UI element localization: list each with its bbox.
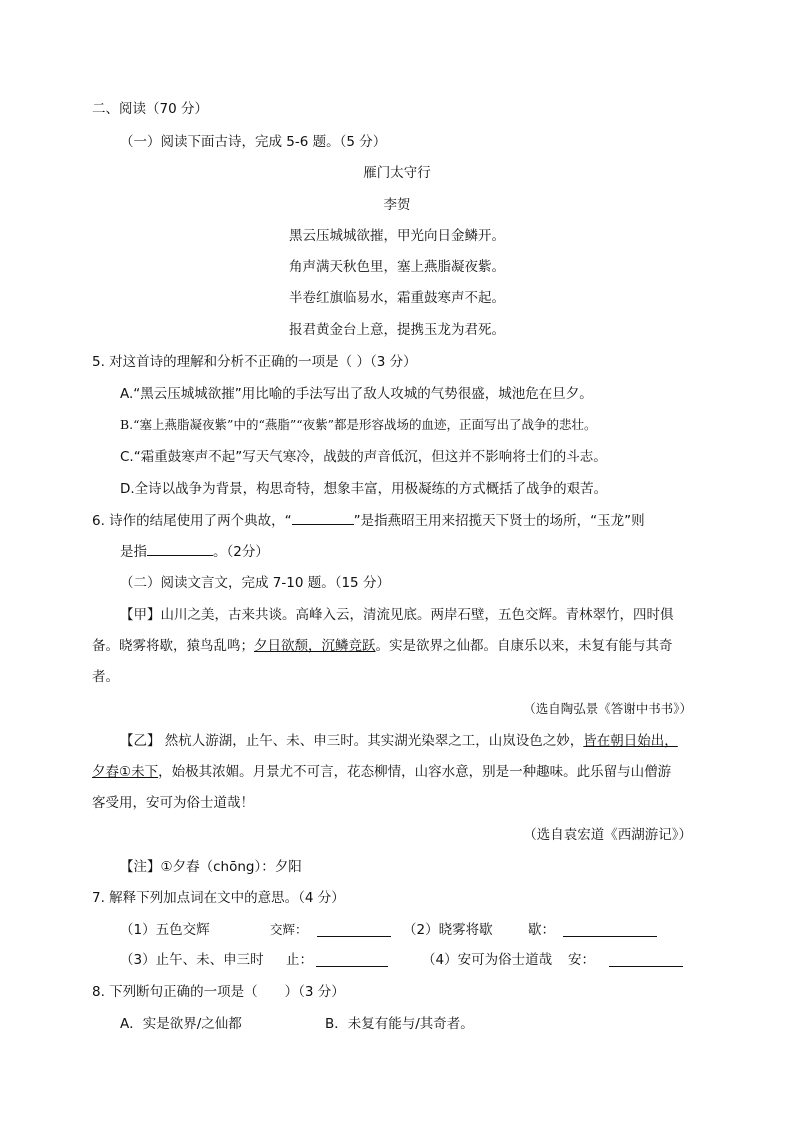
answer-blank[interactable] [292,510,354,525]
answer-blank[interactable] [317,922,391,937]
question-6-text: ”是指燕昭王用来招揽天下贤士的场所，“玉龙”则 [353,513,645,529]
poem-line-4: 报君黄金台上意，提携玉龙为君死。 [289,322,505,338]
part2-instruction: （二）阅读文言文，完成 7-10 题。（15 分） [120,575,390,591]
passage-jia-line-2 [92,636,673,656]
passage-text: 备。晓雾将歇，猿鸟乱鸣； [92,638,254,654]
question-8-option-a: A．实是欲界/之仙都 [120,1016,242,1032]
passage-jia-line-3: 者。 [92,669,119,685]
answer-blank[interactable] [316,952,388,967]
answer-blank[interactable] [563,922,657,937]
question-7-row-2 [120,950,595,970]
question-5-stem: 5. 对这首诗的理解和分析不正确的一项是（ ）（3 分） [92,354,417,370]
question-6-text: 6. 诗作的结尾使用了两个典故，“ [92,513,292,529]
question-5-option-b: B.“塞上燕脂凝夜紫”中的“燕脂”“夜紫”都是形容战场的血迹，正面写出了战争的悲壮。 [120,417,597,432]
annotation-note: 【注】①夕舂（chōng）：夕阳 [120,859,302,875]
passage-jia-source: （选自陶弘景《答谢中书书》） [523,701,692,716]
item-3-label: 止： [286,952,313,968]
question-7-stem: 7. 解释下列加点词在文中的意思。（4 分） [92,890,345,906]
item-1-label: 交辉： [270,922,308,937]
question-8-stem: 8. 下列断句正确的一项是（ ）（3 分） [92,984,345,1000]
passage-text: ，始极其浓媚。月景尤不可言，花态柳情，山容水意，别是一种趣味。此乐留与山僧游 [158,764,672,780]
item-1-text: （1）五色交辉 [120,922,210,938]
question-6-line-1 [92,510,645,531]
question-6-line-2 [120,541,269,562]
underlined-sentence: 夕日欲颓，沉鳞竞跃 [254,638,376,654]
question-5-option-d: D.全诗以战争为背景，构思奇特，想象丰富，用极凝练的方式概括了战争的艰苦。 [120,481,608,497]
passage-text: 。实是欲界之仙都。自康乐以来，未复有能与其奇 [375,638,673,654]
passage-text: 【乙】 然杭人游湖，止午、未、申三时。其实湖光染翠之工，山岚设色之妙， [120,733,584,749]
item-2-label: 歇： [528,922,555,938]
underlined-sentence: 夕舂①未下 [92,764,159,780]
poem-line-3: 半卷红旗临易水，霜重鼓寒声不起。 [289,290,505,306]
item-3-text: （3）止午、未、申三时 [120,952,264,968]
question-8-option-b: B．未复有能与/其奇者。 [325,1016,474,1032]
underlined-sentence: 皆在朝日始出， [583,733,678,749]
question-5-option-c: C.“霜重鼓寒声不起”写天气寒冷，战鼓的声音低沉，但这并不影响将士们的斗志。 [120,449,607,465]
poem-line-1: 黑云压城城欲摧，甲光向日金鳞开。 [289,228,505,244]
item-4-label: 安： [568,952,595,968]
question-5-option-a: A.“黑云压城城欲摧”用比喻的手法写出了敌人攻城的气势很盛，城池危在旦夕。 [120,386,593,402]
question-7-row-1 [120,920,555,940]
passage-jia-line-1: 【甲】山川之美，古来共谈。高峰入云，清流见底。两岸石壁，五色交辉。青林翠竹，四时俱 [120,607,674,623]
passage-yi-line-2 [92,762,671,782]
passage-yi-source: （选自袁宏道《西湖游记》） [523,827,692,843]
section-heading: 二、阅读（70 分） [92,101,208,117]
poem-line-2: 角声满天秋色里，塞上燕脂凝夜紫。 [289,259,505,275]
item-4-text: （4）安可为俗士道哉 [422,952,553,968]
passage-yi-line-1 [120,731,678,751]
part1-instruction: （一）阅读下面古诗，完成 5-6 题。（5 分） [120,134,387,150]
poem-title: 雁门太守行 [363,165,431,181]
poem-author: 李贺 [383,197,411,213]
question-6-text: 。（2分） [213,544,269,560]
question-8-options [120,1014,474,1034]
question-6-text: 是指 [120,544,147,560]
answer-blank[interactable] [609,952,683,967]
answer-blank[interactable] [147,541,213,556]
item-2-text: （2）晓雾将歇 [403,922,493,938]
passage-yi-line-3: 客受用，安可为俗士道哉！ [92,795,254,811]
